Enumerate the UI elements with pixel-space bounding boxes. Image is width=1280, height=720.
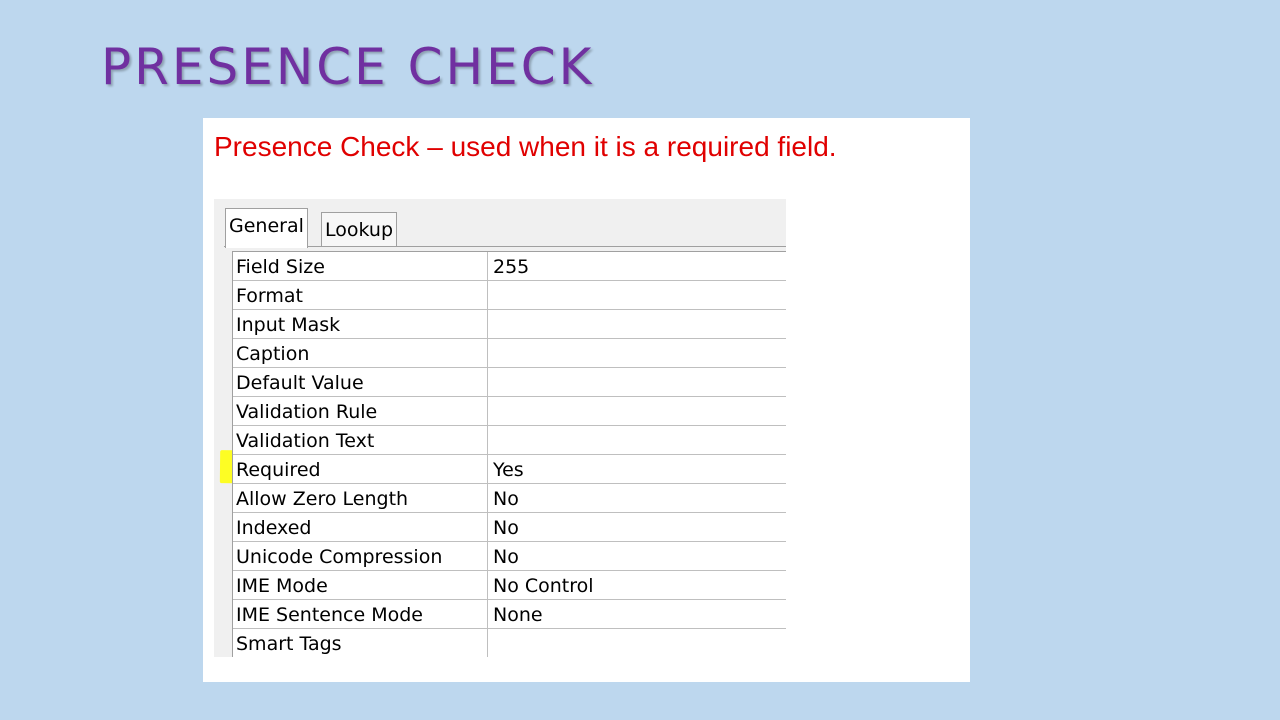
property-name: Format xyxy=(233,281,488,309)
property-name: IME Mode xyxy=(233,571,488,599)
property-value[interactable] xyxy=(488,629,786,657)
tab-bar xyxy=(214,199,786,247)
property-value[interactable] xyxy=(488,368,786,396)
property-name: IME Sentence Mode xyxy=(233,600,488,628)
field-properties-pane xyxy=(214,199,786,657)
tab-lookup[interactable]: Lookup xyxy=(321,212,397,246)
property-name: Field Size xyxy=(233,252,488,280)
property-name: Caption xyxy=(233,339,488,367)
property-name: Unicode Compression xyxy=(233,542,488,570)
property-row-validation-rule[interactable] xyxy=(233,397,786,426)
property-value[interactable]: 255 xyxy=(493,256,530,278)
property-row-unicode-compression[interactable] xyxy=(233,542,786,571)
property-row-ime-mode[interactable] xyxy=(233,571,786,600)
property-value[interactable]: No xyxy=(493,517,519,539)
property-value[interactable]: Yes xyxy=(493,459,524,481)
slide-title: PRESENCE CHECK xyxy=(101,38,595,96)
properties-grid xyxy=(232,251,786,657)
property-name: Validation Text xyxy=(233,426,488,454)
tab-divider xyxy=(224,246,786,247)
property-row-smart-tags[interactable] xyxy=(233,629,786,657)
property-value[interactable] xyxy=(488,339,786,367)
property-name: Validation Rule xyxy=(233,397,488,425)
property-value[interactable] xyxy=(488,426,786,454)
screenshot-panel xyxy=(203,118,970,682)
property-value[interactable]: No xyxy=(493,546,519,568)
property-row-field-size[interactable] xyxy=(233,252,786,281)
property-row-format[interactable] xyxy=(233,281,786,310)
property-value[interactable] xyxy=(488,397,786,425)
property-row-caption[interactable] xyxy=(233,339,786,368)
property-row-ime-sentence-mode[interactable] xyxy=(233,600,786,629)
tab-general[interactable]: General xyxy=(225,208,308,248)
property-value[interactable]: No Control xyxy=(493,575,594,597)
property-value[interactable]: No xyxy=(493,488,519,510)
property-name: Required xyxy=(233,455,488,483)
property-name: Indexed xyxy=(233,513,488,541)
property-row-required[interactable] xyxy=(233,455,786,484)
caption-text: Presence Check – used when it is a required field. xyxy=(214,131,837,162)
property-name: Input Mask xyxy=(233,310,488,338)
property-name: Smart Tags xyxy=(233,629,488,657)
property-name: Default Value xyxy=(233,368,488,396)
property-value[interactable]: None xyxy=(493,604,543,626)
property-row-validation-text[interactable] xyxy=(233,426,786,455)
property-row-indexed[interactable] xyxy=(233,513,786,542)
property-name: Allow Zero Length xyxy=(233,484,488,512)
property-row-input-mask[interactable] xyxy=(233,310,786,339)
property-row-allow-zero-length[interactable] xyxy=(233,484,786,513)
property-row-default-value[interactable] xyxy=(233,368,786,397)
property-value[interactable] xyxy=(488,310,786,338)
property-value[interactable] xyxy=(488,281,786,309)
